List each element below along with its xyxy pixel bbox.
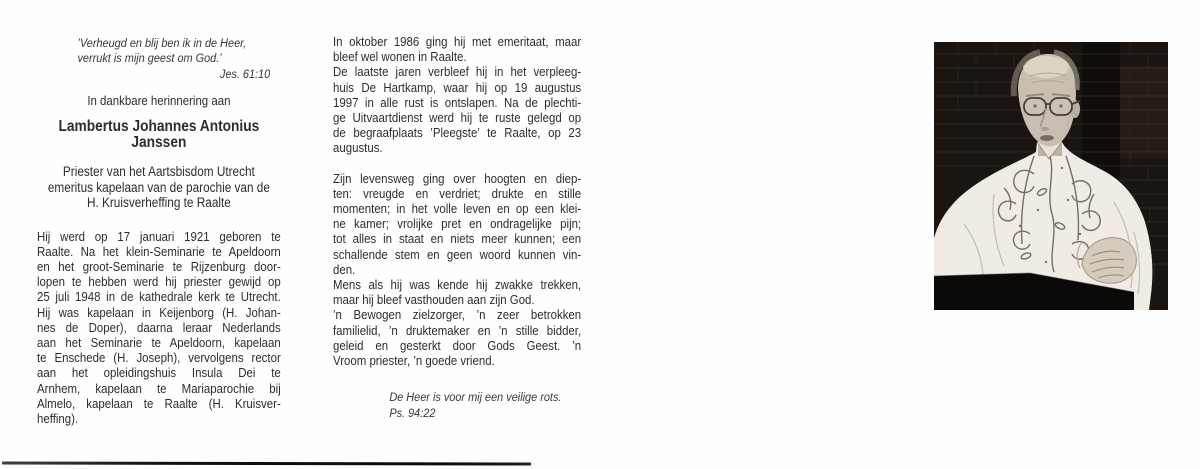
text-line: lopen te hebben werd hij priester gewijd op [37, 274, 281, 290]
text-line: 1997 in alle rust is ontslapen. Na de plechti- [333, 94, 582, 110]
opening-quote [77, 36, 280, 65]
right-page [333, 0, 581, 421]
deceased-title [37, 164, 281, 210]
text-line: den. [333, 261, 356, 277]
paragraph-mens [333, 277, 581, 307]
text-line: Priester van het Aartsbisdom Utrecht [62, 164, 255, 180]
text-line: bleef wel wonen in Raalte. [333, 49, 467, 65]
biography-paragraph [37, 229, 281, 427]
text-line: Mens als hij was kende hij zwakke trekken, [333, 277, 582, 293]
portrait-photo [934, 42, 1168, 310]
text-line: te Enschede (H. Joseph), vervolgens rector [37, 350, 281, 366]
text-line: maar hij bleef vasthouden aan zijn God. [333, 292, 535, 308]
text-line: De laatste jaren verbleef hij in het verpleeg- [333, 64, 582, 80]
text-line: ten: vreugde en verdriet; drukte en stille [333, 185, 582, 201]
paragraph-overlijden [333, 64, 581, 155]
text-line: In oktober 1986 ging hij met emeritaat, maar [333, 34, 582, 49]
closing-quote [389, 389, 581, 421]
text-line: De Heer is voor mij een veilige rots. [389, 390, 562, 405]
paragraph-levensweg [333, 171, 581, 277]
text-line: familielid, ’n druktemaker en ’n stille bidder, [333, 322, 582, 338]
text-line: H. Kruisverheffing te Raalte [86, 195, 231, 211]
text-line: Vroom priester, ’n goede vriend. [333, 353, 495, 369]
text-line: geleid en gesterkt door Gods Geest. ’n [333, 337, 582, 353]
left-page [37, 0, 281, 426]
text-line: Lambertus Johannes Antonius [58, 118, 260, 136]
text-line: emeritus kapelaan van de parochie van de [47, 179, 270, 195]
paragraph-emeritaat [333, 34, 581, 64]
text-line: Raalte. Na het klein-Seminarie te Apeldoorn [37, 243, 281, 259]
text-line: ne kamer; vrolijke pret en ondragelijke pijn; [333, 216, 582, 232]
text-line: tot alles in staat en niets meer kunnen; een [333, 231, 582, 247]
text-line: Arnhem, kapelaan te Mariaparochie bij [37, 380, 281, 396]
text-line: verrukt is mijn geest om God.’ [77, 50, 222, 65]
opening-quote-reference: Jes. 61:10 [219, 67, 271, 82]
deceased-name [37, 119, 281, 151]
scan-edge-line [2, 461, 531, 465]
text-line: aan het Seminarie te Apeldoorn, kapelaan [37, 335, 281, 351]
text-line: Hij was kapelaan in Keijenborg (H. Johan- [37, 304, 281, 320]
text-line: ’Verheugd en blij ben ik in de Heer, [77, 36, 247, 50]
text-line: Ps. 94:22 [389, 406, 436, 421]
text-line: Almelo, kapelaan te Raalte (H. Kruisver- [37, 395, 281, 411]
text-line: augustus. [333, 140, 383, 156]
text-line: huis De Hartkamp, waar hij op 19 augustus [333, 79, 582, 95]
text-line: de begraafplaats ’Pleegste’ te Raalte, op 23 [333, 125, 582, 141]
text-line: aan het opleidingshuis Insula Dei te [37, 365, 281, 381]
text-line: nes de Doper), daarna leraar Nederlands [37, 319, 281, 335]
text-line: ge Uitvaartdienst werd hij te ruste gelegd op [333, 110, 582, 126]
paragraph-zielzorger [333, 307, 581, 368]
text-line: Hij werd op 17 januari 1921 geboren te [37, 228, 281, 244]
text-line: Janssen [131, 134, 187, 152]
text-line: schallende stem en geen woord kunnen vin- [333, 246, 582, 262]
text-line: en het groot-Seminarie te Rijzenburg door- [37, 259, 281, 275]
text-line: 25 juli 1948 in de kathedrale kerk te Utrecht. [37, 289, 281, 305]
intro-line: In dankbare herinnering aan [87, 93, 231, 109]
text-line: momenten; in het volle leven en op een klei- [333, 201, 582, 217]
text-line: heffing). [37, 411, 79, 427]
text-line: ’n Bewogen zielzorger, ’n zeer betrokken [333, 307, 582, 323]
text-line: Zijn levensweg ging over hoogten en diep- [333, 170, 582, 186]
